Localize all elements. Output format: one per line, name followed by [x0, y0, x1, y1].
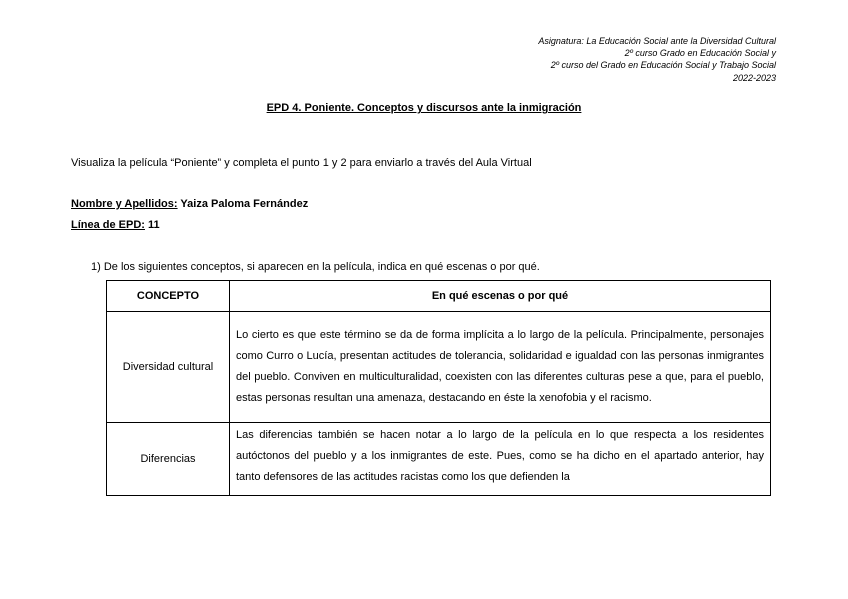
course-header	[538, 35, 776, 84]
answer-cell	[230, 423, 771, 496]
table-header-row	[107, 281, 771, 312]
epd-line-label: Línea de EPD:	[71, 219, 145, 231]
answer-cell: Lo cierto es que este término se da de forma implícita a lo largo de la película. Principalmente, personajes como Curro o Lucía, presentan actitudes de tolerancia, solidaridad e igualdad con las personas inmigrantes del pueblo. Conviven en multiculturalidad, coexisten con las diferentes culturas pese a que, para el pueblo, estas personas resultan una amenaza, destacando en éste la xenofobia y el racismo.	[230, 312, 771, 423]
epd-line-field	[71, 219, 160, 231]
table-row	[107, 423, 771, 496]
concept-cell: Diversidad cultural	[107, 312, 230, 423]
student-name-label: Nombre y Apellidos:	[71, 198, 178, 210]
concept-cell: Diferencias	[107, 423, 230, 496]
header-year: 2022-2023	[732, 72, 776, 83]
student-name-value: Yaiza Paloma Fernández	[177, 198, 309, 210]
header-scenes: En qué escenas o por qué	[230, 281, 771, 312]
epd-line-value: 11	[144, 219, 160, 231]
document-title: EPD 4. Poniente. Conceptos y discursos ante la inmigración	[266, 102, 582, 114]
answer-text: Las diferencias también se hacen notar a lo largo de la película en lo que respecta a los residentes autóctonos del pueblo y a los inmigrantes de este. Pues, como se ha dicho en el apartado anterior, hay tanto defensores de las actitudes racistas como los que defienden la	[236, 429, 764, 483]
header-course-1: 2º curso Grado en Educación Social y	[624, 48, 776, 59]
header-course-2: 2º curso del Grado en Educación Social y Trabajo Social	[550, 60, 776, 71]
table-row	[107, 312, 771, 423]
header-subject: Asignatura: La Educación Social ante la Diversidad Cultural	[538, 36, 776, 46]
concepts-table	[106, 280, 771, 496]
instructions-text: Visualiza la película “Poniente” y completa el punto 1 y 2 para enviarlo a través del Aula Virtual	[71, 157, 532, 169]
question-1: 1) De los siguientes conceptos, si aparecen en la película, indica en qué escenas o por qué.	[91, 261, 540, 273]
student-name-field	[71, 198, 308, 210]
header-concept: CONCEPTO	[107, 281, 230, 312]
